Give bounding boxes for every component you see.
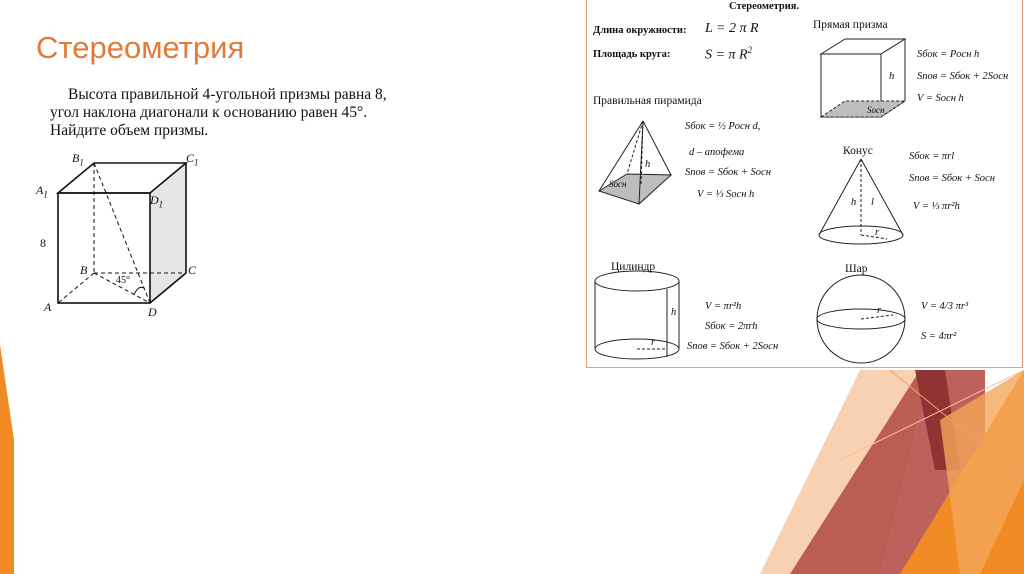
problem-line: угол наклона диагонали к основанию равен 45°. — [50, 104, 368, 121]
circumference-formula: L = 2 π R — [705, 21, 759, 36]
height-label: 8 — [40, 236, 46, 250]
sphere-shape — [817, 275, 905, 363]
problem-statement — [50, 86, 428, 140]
cylinder-title: Цилиндр — [611, 261, 656, 273]
sphere-formula: S = 4πr² — [921, 331, 957, 342]
reference-title: Стереометрия. — [729, 1, 800, 12]
vertex-label: $D_1$ — [150, 193, 164, 210]
formula-reference-panel — [586, 0, 1023, 368]
slide-title: Стереометрия — [36, 30, 245, 65]
circumference-label: Длина окружности: — [593, 25, 687, 36]
vertex-label: D — [148, 305, 157, 319]
cone-height-label: h — [851, 197, 857, 208]
vertex-label: B — [80, 263, 88, 277]
pyramid-formula: V = ⅓ Sосн h — [697, 189, 755, 200]
prism-formula: Sбок = Pосн h — [917, 49, 980, 60]
problem-line: Высота правильной 4-угольной призмы равна 8, — [68, 86, 387, 103]
angle-label: 45° — [116, 275, 130, 286]
sphere-radius-label: r — [877, 305, 882, 316]
left-accent-triangle — [0, 345, 14, 574]
vertex-label: C — [188, 263, 197, 277]
pyramid-base-label: Sосн — [609, 179, 627, 189]
prism-drawing — [30, 145, 240, 325]
accent-shape-orange — [900, 370, 1024, 574]
problem-line: Найдите объем призмы. — [50, 122, 209, 139]
accent-shape-peach — [940, 370, 1024, 574]
pyramid-title: Правильная пирамида — [593, 95, 702, 107]
vertex-label: A — [44, 300, 52, 314]
pyramid-formula: Sбок = ½ Pосн d, — [685, 121, 761, 132]
prism-side-face — [150, 163, 186, 303]
sphere-title: Шар — [845, 263, 868, 275]
angle-arc — [134, 287, 144, 295]
sphere-formula: V = 4/3 πr³ — [921, 301, 969, 312]
cone-formula: Sбок = πrl — [909, 151, 955, 162]
cone-radius-label: r — [875, 227, 880, 238]
cone-formula: Sпов = Sбок + Sосн — [909, 173, 995, 184]
cylinder-formula: Sпов = Sбок + 2Sосн — [687, 341, 779, 352]
accent-shape-dark — [915, 370, 960, 470]
cylinder-shape — [595, 271, 679, 359]
cylinder-radius-label: r — [651, 337, 656, 348]
vertex-label: $C_1$ — [186, 151, 199, 168]
accent-shape-light — [760, 370, 930, 574]
accent-shape-red — [790, 370, 985, 574]
prism-height-label: h — [889, 71, 895, 82]
pyramid-shape — [599, 121, 671, 204]
vertex-label: $B_1$ — [72, 151, 84, 168]
circle-area-label: Площадь круга: — [593, 49, 671, 60]
prism-base-label: Sосн — [867, 105, 885, 115]
circle-area-formula: S = π $R^2$ — [705, 45, 753, 63]
pyramid-formula: d – апофема — [689, 147, 745, 158]
prism-formula: V = Sосн h — [917, 93, 964, 104]
pyramid-height-label: h — [645, 159, 651, 170]
vertex-label: $A_1$ — [36, 183, 48, 200]
pyramid-formula: Sпов = Sбок + Sосн — [685, 167, 771, 178]
cylinder-height-label: h — [671, 307, 677, 318]
cone-shape — [819, 159, 903, 244]
prism-title: Прямая призма — [813, 19, 888, 31]
cylinder-formula: V = πr²h — [705, 301, 742, 312]
prism-formula: Sпов = Sбок + 2Sосн — [917, 71, 1009, 82]
cone-formula: V = ⅓ πr²h — [913, 201, 960, 212]
accent-line — [890, 370, 1024, 480]
prism-hidden-edge — [58, 273, 94, 303]
prism-front-face — [58, 193, 150, 303]
cylinder-formula: Sбок = 2πrh — [705, 321, 758, 332]
cone-slant-label: l — [871, 197, 874, 208]
cone-title: Конус — [843, 145, 873, 157]
accent-line-2 — [840, 370, 1024, 460]
prism-figure — [30, 145, 240, 325]
